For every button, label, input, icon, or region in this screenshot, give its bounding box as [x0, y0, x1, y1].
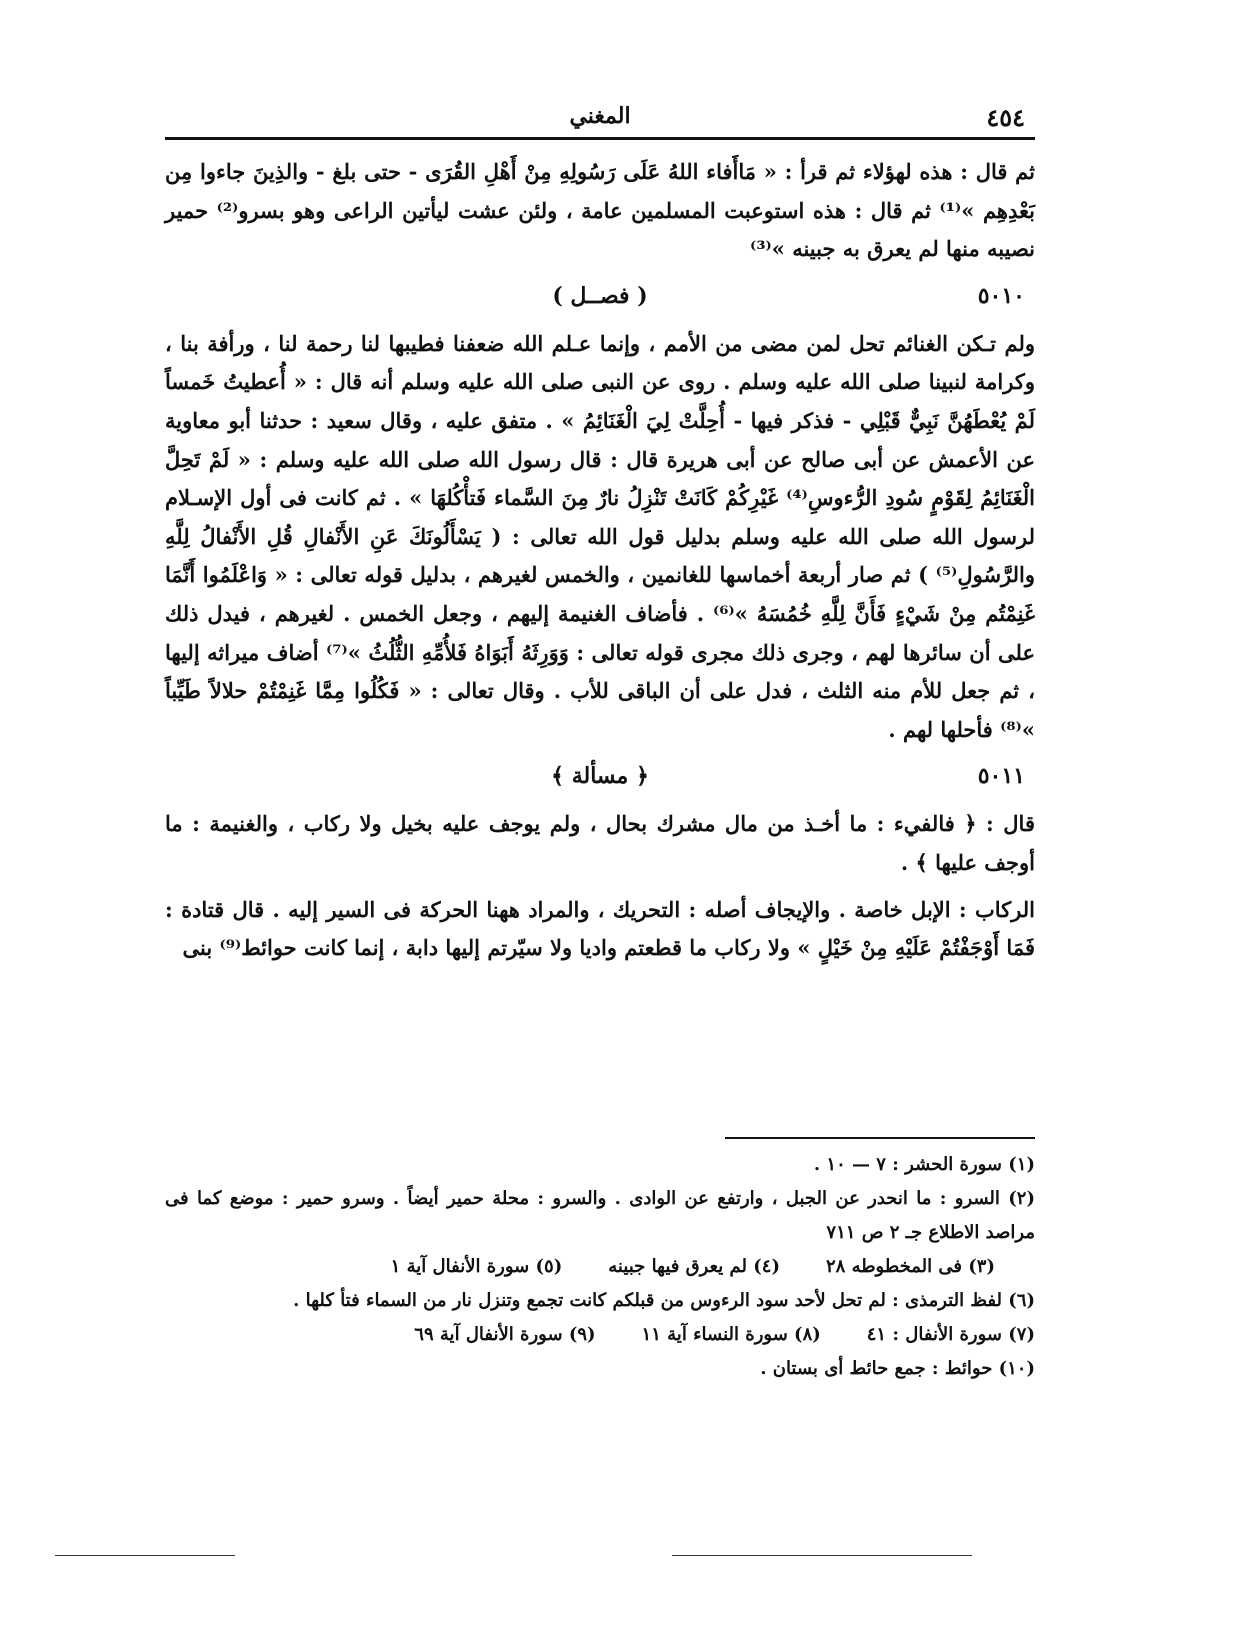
bottom-rule: [672, 1555, 972, 1556]
footnote-rule: [725, 1137, 1035, 1139]
footnote: (٢) السرو : ما انحدر عن الجبل ، وارتفع عن الوادى . والسرو : محلة حمير أيضاً . وسرو حمير : موضع كما فى مراصد الاطلاع جـ ٢ ص ٧١١: [165, 1188, 1035, 1243]
intro-paragraph: ثم قال : هذه لهؤلاء ثم قرأ : « مَاأَفاء اللهُ عَلَى رَسُولِهِ مِنْ أَهْلِ القُرَى - حتى بلغ - والذِينَ جاءوا مِن بَعْدِهِم »⁽¹⁾ ثم قال : هذه استوعبت المسلمين عامة ، ولئن عشت ليأتين الراعى وهو بسرو⁽²⁾ حمير نصيبه منها لم يعرق به جبينه »⁽³⁾: [165, 159, 1035, 262]
page-header: [165, 95, 1035, 135]
section-number: ٥٠١٠: [977, 282, 1025, 309]
footnote: (١٠) حوائط : جمع حائط أى بستان .: [760, 1358, 1035, 1379]
bottom-rule: [55, 1555, 235, 1556]
section-title: ﴿ مسألة ﴾: [551, 763, 649, 790]
section-number: ٥٠١١: [977, 763, 1025, 790]
footnote: (٨) سورة النساء آية ١١: [641, 1324, 821, 1345]
section-title: ( فصــل ): [552, 282, 648, 309]
footnote-row: [165, 1318, 1035, 1352]
footnote: (٧) سورة الأنفال : ٤١: [866, 1324, 1035, 1345]
section-heading-5011: [165, 759, 1035, 799]
page: [165, 95, 1036, 1379]
footnote: (٦) لفظ الترمذى : لم تحل لأحد سود الرءوس من قبلكم كانت تجمع وتنزل نار من السماء فتأ كلها .: [293, 1290, 1035, 1311]
section-heading-5010: [165, 279, 1035, 319]
matn-paragraph: قال : ﴿ فالفيء : ما أخـذ من مال مشرك بحال ، ولم يوجف عليه بخيل ولا ركاب ، والغنيمة : ما أوجف عليها ﴾ .: [165, 811, 1035, 875]
footnote: (٥) سورة الأنفال آية ١: [390, 1256, 563, 1277]
header-rule: [165, 137, 1035, 140]
running-title: المغني: [569, 103, 631, 129]
footnote: (١) سورة الحشر : ٧ — ١٠ .: [813, 1154, 1035, 1175]
footnotes: [165, 1148, 1035, 1386]
footnote-row: [165, 1250, 1035, 1284]
footnote: (٣) فى المخطوطه ٢٨: [825, 1256, 995, 1277]
footnote: (٩) سورة الأنفال آية ٦٩: [414, 1324, 596, 1345]
body-text: [165, 153, 1035, 968]
section-paragraph: ولم تـكن الغنائم تحل لمن مضى من الأمم ، وإنما عـلم الله ضعفنا فطيبها لنا رحمة لنا ، ورأفة بنا ، وكرامة لنبينا صلى الله عليه وسلم . روى عن النبى صلى الله عليه وسلم أنه قال : « أُعطيتُ خَمساً لَمْ يُعْطَهُنَّ نَبِيٌّ قَبْلِي - فذكر فيها - أُحِلَّتْ لِيَ الْغَنَائِمُ » . متفق عليه ، وقال سعيد : حدثنا أبو معاوية عن الأعمش عن أبى صالح عن أبى هريرة قال : قال رسول الله صلى الله عليه وسلم : « لَمْ تَحِلَّ الْغَنَائِمُ لِقَوْمٍ سُودِ الرُّءوسِ⁽⁴⁾ غَيْرِكُمْ كَانَتْ تَنْزِلُ نارٌ مِنَ السَّماء فَتأْكُلهَا » . ثم كانت فى أول الإسـلام لرسول الله صلى الله عليه وسلم بدليل قول الله تعالى : ( يَسْأَلُونَكَ عَنِ الأَنْفالِ قُلِ الأَنْفالُ لِلَّهِ والرَّسُولِ⁽⁵⁾ ) ثم صار أربعة أخماسها للغانمين ، والخمس لغيرهم ، بدليل قوله تعالى : « وَاعْلَمُوا أَنَّمَا غَنِمْتُم مِنْ شَيْءٍ فَأَنَّ لِلَّهِ خُمُسَهُ »⁽⁶⁾ . فأضاف الغنيمة إليهم ، وجعل الخمس . لغيرهم ، فيدل ذلك على أن سائرها لهم ، وجرى ذلك مجرى قوله تعالى : وَوَرِثَهُ أَبَوَاهُ فَلأُمِّهِ الثُّلُثُ »⁽⁷⁾ أضاف ميراثه إليها ، ثم جعل للأم منه الثلث ، فدل على أن الباقى للأب . وقال تعالى : « فَكُلُوا مِمَّا غَنِمْتُمْ حلالاً طَيِّباً »⁽⁸⁾ فأحلها لهم .: [165, 330, 1036, 742]
commentary-paragraph: الركاب : الإبل خاصة . والإيجاف أصله : التحريك ، والمراد ههنا الحركة فى السير إليه . قال قتادة : فَمَا أَوْجَفْتُمْ عَلَيْهِ مِنْ خَيْلٍ » ولا ركاب ما قطعتم واديا ولا سيّرتم إليها دابة ، إنما كانت حوائط⁽⁹⁾ بنى: [165, 896, 1035, 961]
footnote: (٤) لم يعرق فيها جبينه: [608, 1256, 780, 1277]
page-number: ٤٥٤: [986, 103, 1025, 132]
